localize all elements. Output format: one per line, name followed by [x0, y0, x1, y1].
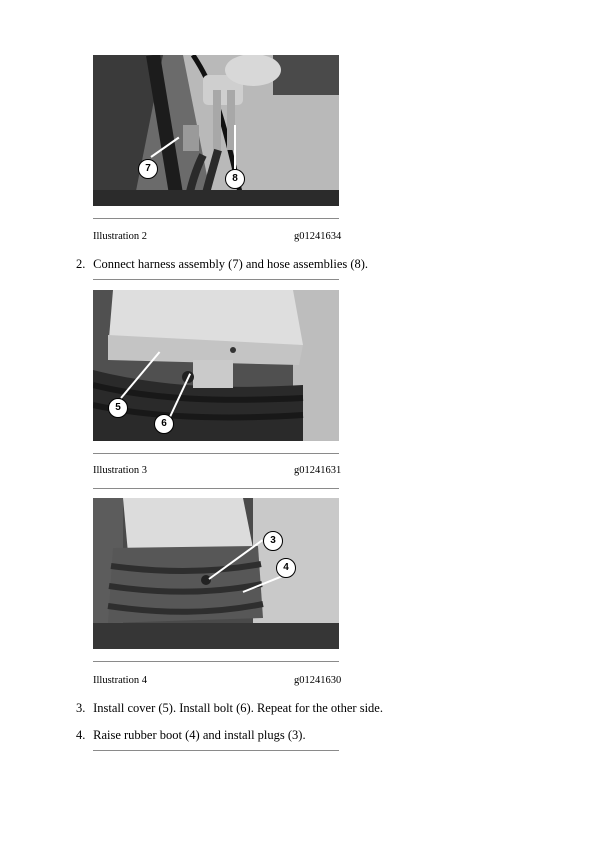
callout-6: 6: [154, 414, 174, 434]
illustration-2-ref: g01241634: [294, 231, 342, 242]
step-text: Connect harness assembly (7) and hose assemblies (8).: [93, 257, 369, 271]
callout-8-line: [234, 125, 236, 173]
callout-8: 8: [225, 169, 245, 189]
callout-3: 3: [263, 531, 283, 551]
divider: [93, 661, 339, 662]
illustration-3-photo: [93, 290, 339, 441]
illustration-2-photo: [93, 55, 339, 206]
callout-5: 5: [108, 398, 128, 418]
step-4: [76, 728, 306, 743]
illustration-3-caption: Illustration 3: [93, 465, 147, 476]
divider: [93, 453, 339, 454]
step-3: [76, 701, 383, 716]
step-number: 4.: [76, 728, 86, 742]
callout-7: 7: [138, 159, 158, 179]
illustration-3-ref: g01241631: [294, 465, 342, 476]
illustration-4-photo: [93, 498, 339, 649]
step-text: Install cover (5). Install bolt (6). Repeat for the other side.: [93, 701, 383, 715]
divider: [93, 488, 339, 489]
illustration-4-caption: Illustration 4: [93, 675, 147, 686]
illustration-2-caption: Illustration 2: [93, 231, 147, 242]
divider: [93, 218, 339, 219]
divider: [93, 279, 339, 280]
step-2: [76, 257, 368, 272]
callout-4: 4: [276, 558, 296, 578]
step-text: Raise rubber boot (4) and install plugs (3).: [93, 728, 306, 742]
divider: [93, 750, 339, 751]
illustration-4-ref: g01241630: [294, 675, 342, 686]
step-number: 3.: [76, 701, 86, 715]
step-number: 2.: [76, 257, 86, 271]
